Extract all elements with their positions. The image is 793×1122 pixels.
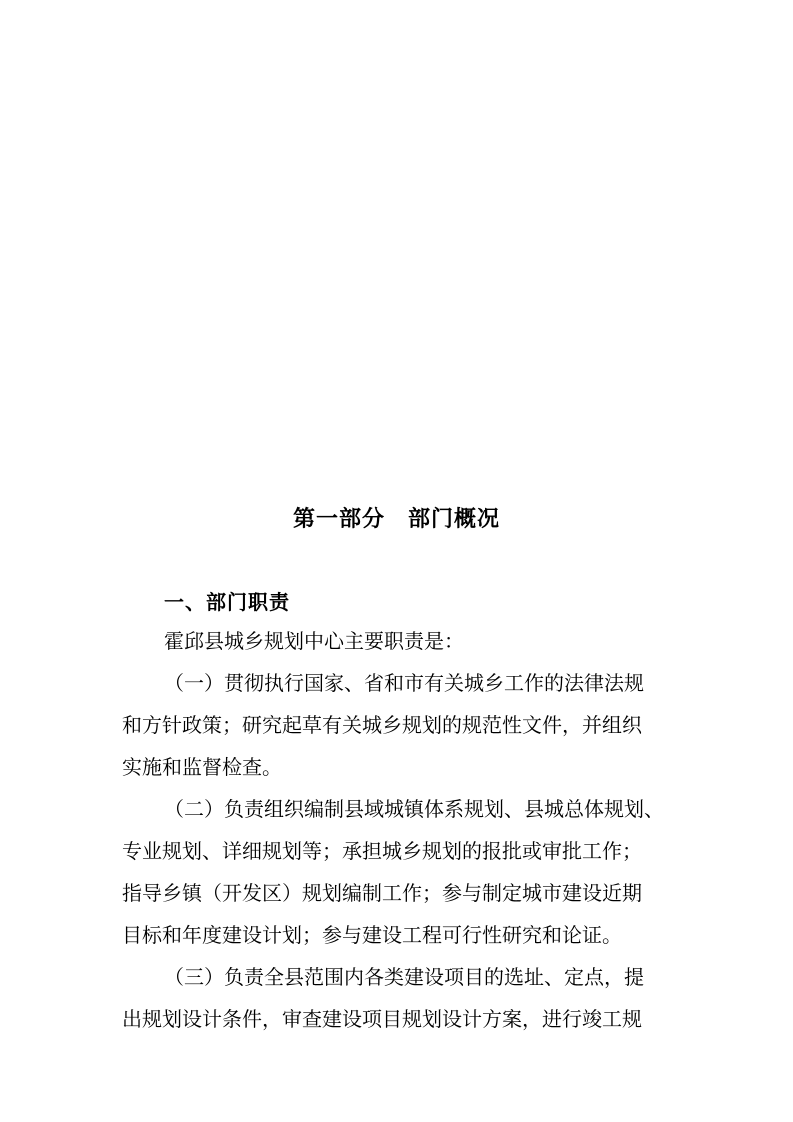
body-line-item2-cont: 专业规划、详细规划等；承担城乡规划的报批或审批工作； bbox=[122, 839, 642, 863]
body-line-item3-start: （三）负责全县范围内各类建设项目的选址、定点，提 bbox=[164, 965, 644, 989]
part-title: 第一部分 部门概况 bbox=[292, 507, 500, 532]
body-line-item2-cont: 指导乡镇（开发区）规划编制工作；参与制定城市建设近期 bbox=[122, 881, 642, 905]
body-line-item2-start: （二）负责组织编制县域城镇体系规划、县城总体规划、 bbox=[164, 797, 664, 821]
body-line-item1-end: 实施和监督检查。 bbox=[122, 755, 282, 779]
body-line-item2-end: 目标和年度建设计划；参与建设工程可行性研究和论证。 bbox=[122, 923, 622, 947]
section-heading-department-duties: 一、部门职责 bbox=[164, 590, 290, 614]
body-line-item1-start: （一）贯彻执行国家、省和市有关城乡工作的法律法规 bbox=[164, 671, 644, 695]
body-line-item3-cont: 出规划设计条件，审查建设项目规划设计方案，进行竣工规 bbox=[122, 1007, 642, 1031]
body-line-intro: 霍邱县城乡规划中心主要职责是： bbox=[164, 629, 464, 653]
body-line-item1-cont: 和方针政策；研究起草有关城乡规划的规范性文件，并组织 bbox=[122, 713, 642, 737]
